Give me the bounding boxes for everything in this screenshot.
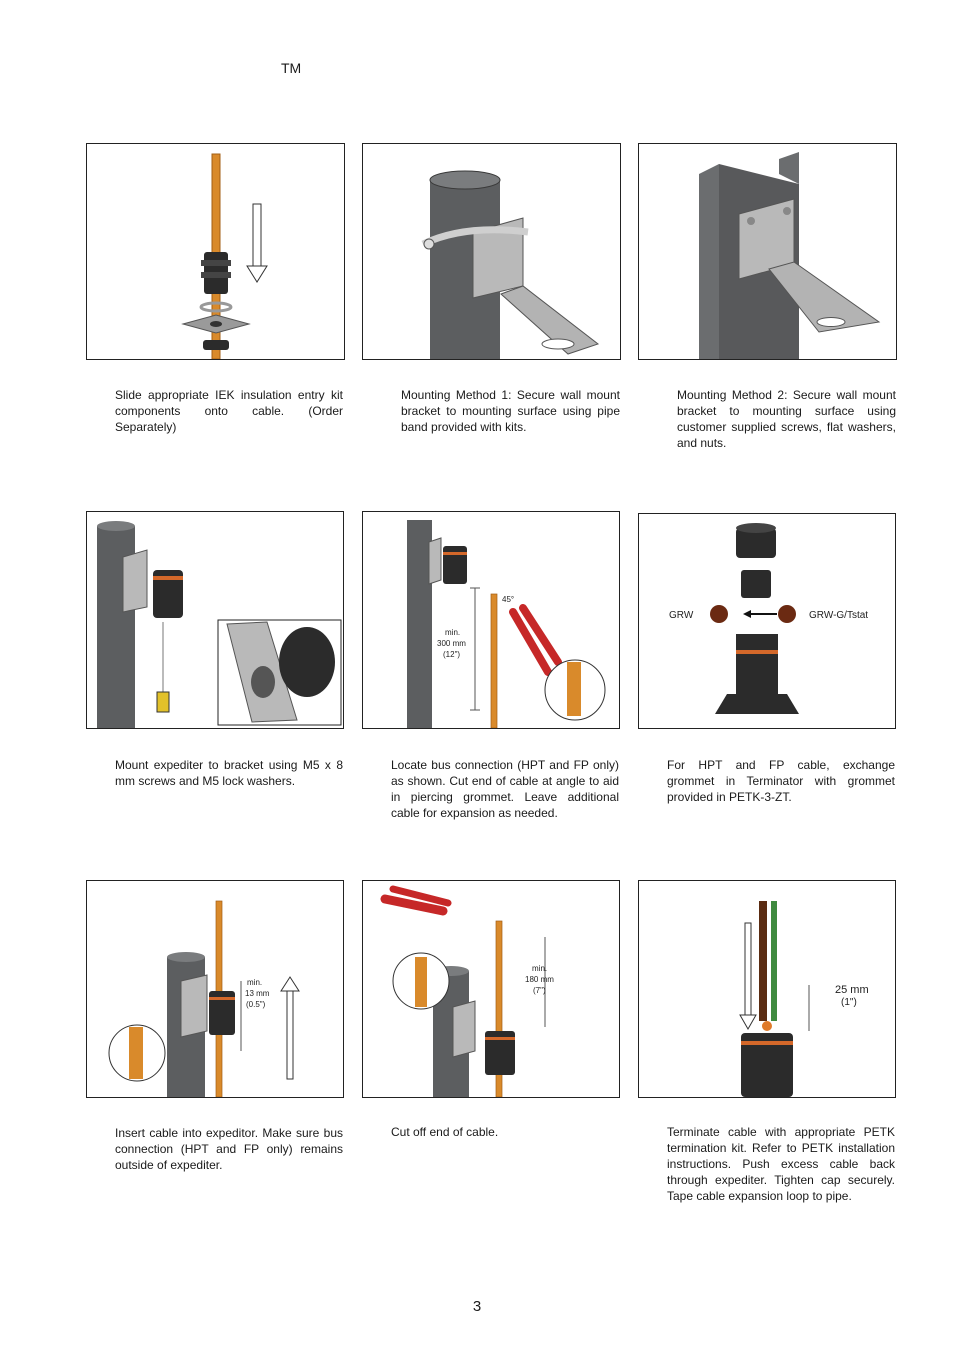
figure-step-3 xyxy=(638,143,897,360)
caption-step-3: Mounting Method 2: Secure wall mount bracket to mounting surface using customer supplied screws, flat washers, and nuts. xyxy=(677,388,896,450)
figure-step-8 xyxy=(362,880,620,1098)
figure-step-2 xyxy=(362,143,621,360)
mm25-line2: (1") xyxy=(841,997,857,1008)
angle-label: 45° xyxy=(502,595,515,604)
caption-step-9: Terminate cable with appropriate PETK termination kit. Refer to PETK installation instructions. Push excess cable back through expediter. Tighten cap securely. Tape cable expansion loop to pipe. xyxy=(667,1125,895,1203)
min-300-line2: 300 mm xyxy=(437,639,466,648)
min-300-line3: (12") xyxy=(443,650,461,659)
figure-step-7 xyxy=(86,880,344,1098)
figure-step-4 xyxy=(86,511,344,729)
caption-step-6: For HPT and FP cable, exchange grommet in Terminator with grommet provided in PETK-3-ZT. xyxy=(667,758,895,804)
caption-step-4: Mount expediter to bracket using M5 x 8 mm screws and M5 lock washers. xyxy=(115,758,343,788)
caption-step-7: Insert cable into expeditor. Make sure bus connection (HPT and FP only) remains outside of expediter. xyxy=(115,1126,343,1172)
grw-g-label: GRW-G/Tstat xyxy=(809,610,869,621)
trademark-mark: TM xyxy=(281,60,302,76)
caption-step-5: Locate bus connection (HPT and FP only) as shown. Cut end of cable at angle to aid in piercing grommet. Leave additional cable for expansion as needed. xyxy=(391,758,619,820)
min-13-line1: min. xyxy=(247,978,263,987)
grw-label: GRW xyxy=(669,610,694,621)
caption-step-8: Cut off end of cable. xyxy=(391,1125,499,1139)
min-300-line1: min. xyxy=(445,628,461,637)
figure-step-5 xyxy=(362,511,620,729)
caption-step-2: Mounting Method 1: Secure wall mount bracket to mounting surface using pipe band provided with kits. xyxy=(401,388,620,434)
figure-step-9 xyxy=(638,880,896,1098)
page-number: 3 xyxy=(472,1298,482,1315)
caption-step-1: Slide appropriate IEK insulation entry kit components onto cable. (Order Separately) xyxy=(115,388,343,434)
min-180-line2: 180 mm xyxy=(525,975,554,984)
figure-step-1 xyxy=(86,143,345,360)
min-180-line1: min. xyxy=(532,964,548,973)
min-180-line3: (7") xyxy=(533,986,546,995)
mm25-line1: 25 mm xyxy=(835,984,869,996)
figure-step-6 xyxy=(638,513,896,729)
min-13-line3: (0.5") xyxy=(246,1000,266,1009)
min-13-line2: 13 mm xyxy=(245,989,270,998)
